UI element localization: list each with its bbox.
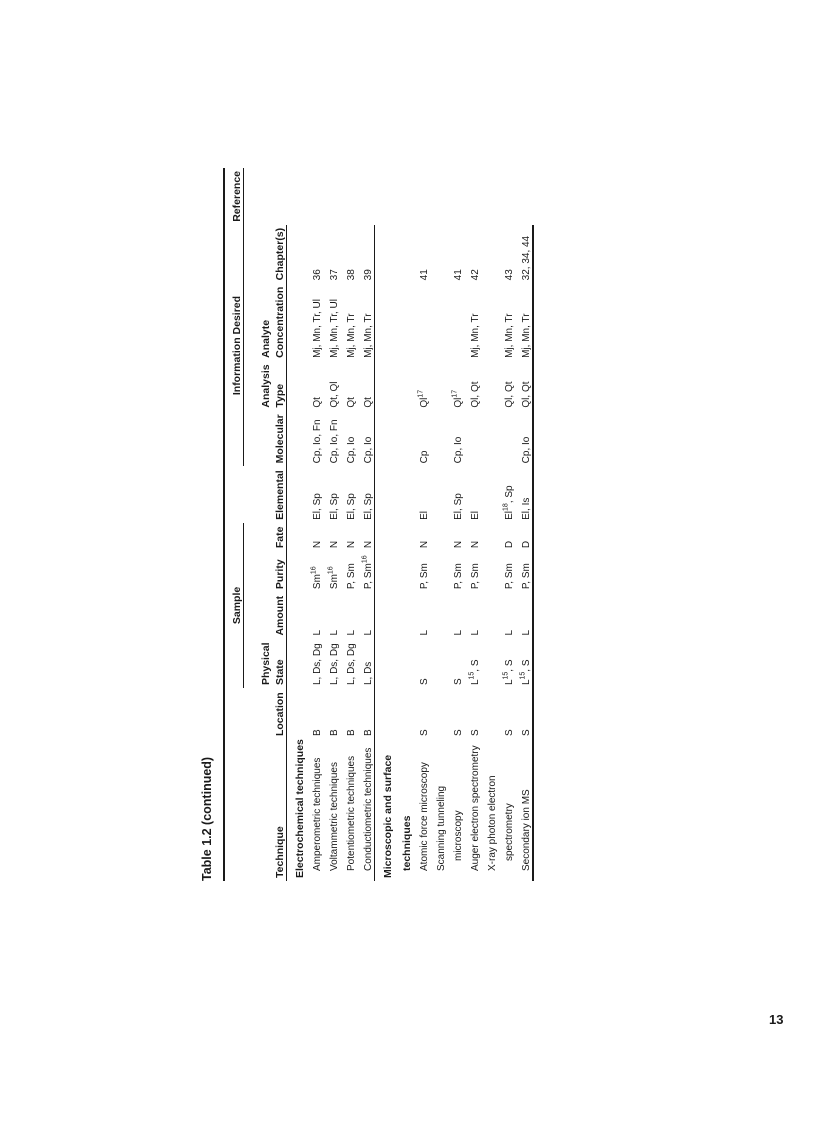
header-analyte-conc-line2: Concentration <box>272 283 287 361</box>
section-title: Microscopic and surface <box>375 225 395 881</box>
reference-cell: 41 <box>453 269 464 281</box>
rotated-table-page <box>196 149 606 909</box>
reference-cell: 42 <box>470 269 481 281</box>
reference-cell: 38 <box>346 269 357 281</box>
concentration-cell: Mj, Mn, Tr, Ul <box>329 298 340 358</box>
fate-cell: N <box>346 540 357 549</box>
elemental-cell: El, Is <box>515 466 533 523</box>
amount-cell: L <box>515 592 533 638</box>
concentration-cell: Mj, Mn, Tr <box>470 313 481 358</box>
header-physical-state-line1: Physical <box>260 642 272 686</box>
table-row-continued <box>447 168 464 881</box>
molecular-cell: Cp, Io <box>346 436 357 464</box>
technique-cell: Conductiometric techniques <box>363 747 374 871</box>
techniques-table <box>223 168 534 881</box>
state-cell: L, Ds, Dg <box>329 643 340 686</box>
table-row <box>340 168 357 881</box>
header-technique: Technique <box>272 739 287 881</box>
header-chapters: Chapter(s) <box>272 225 287 284</box>
header-reference-group: Reference <box>224 168 244 225</box>
molecular-cell <box>464 411 481 467</box>
reference-cell: 39 <box>363 269 374 281</box>
header-information-desired-group: Information Desired <box>224 225 244 467</box>
amount-cell: L <box>329 629 340 636</box>
analysis-type-cell: Ql$^{17}$ <box>417 389 430 408</box>
location-cell: B <box>329 729 340 737</box>
header-sample-group: Sample <box>224 523 244 688</box>
state-cell: L, Ds, Dg <box>312 643 323 686</box>
technique-cell: Potentiometric techniques <box>346 755 357 871</box>
elemental-cell: El, Sp <box>363 493 374 520</box>
amount-cell: L <box>363 629 374 636</box>
technique-cell: spectrometry <box>504 803 515 861</box>
elemental-cell: El$^{18}$, Sp <box>502 485 515 520</box>
state-cell: $L^{15}$, S <box>468 659 481 686</box>
location-cell: S <box>504 729 515 737</box>
section-row <box>394 168 413 881</box>
purity-cell: P, Sm <box>470 563 481 590</box>
analysis-type-cell: Qt, Ql <box>329 381 340 408</box>
location-cell: S <box>453 729 464 737</box>
state-cell: L, Ds <box>363 661 374 686</box>
header-elemental: Elemental <box>272 466 287 523</box>
analysis-type-cell: Ql, Qt <box>470 381 481 408</box>
header-spacer <box>224 739 244 881</box>
location-cell: S <box>515 688 533 739</box>
header-analyte-conc-line1: Analyte <box>260 319 272 358</box>
analysis-type-cell: Qt <box>346 397 357 408</box>
section-title: Electrochemical techniques <box>294 739 306 878</box>
fate-cell: D <box>515 523 533 551</box>
concentration-cell: Mj, Mn, Tr <box>363 313 374 358</box>
header-analysis-type-line1: Analysis <box>260 364 272 408</box>
section-row <box>375 168 395 881</box>
table-row <box>430 168 447 881</box>
reference-cell: 43 <box>504 269 515 281</box>
elemental-cell: El, Sp <box>346 493 357 520</box>
molecular-cell: Cp <box>419 450 430 464</box>
table-row <box>323 168 340 881</box>
state-cell: L, Ds, Dg <box>346 643 357 686</box>
reference-cell: 41 <box>419 269 430 281</box>
fate-cell: N <box>363 540 374 549</box>
purity-cell: P, Sm <box>453 563 464 590</box>
concentration-cell <box>413 283 430 361</box>
location-cell: B <box>312 729 323 737</box>
elemental-cell: El <box>470 510 481 520</box>
technique-cell: Scanning tunneling <box>436 785 447 871</box>
fate-cell: N <box>470 540 481 549</box>
concentration-cell: Mj, Mn, Tr <box>346 313 357 358</box>
fate-cell: N <box>312 540 323 549</box>
analysis-type-cell: Ql$^{17}$ <box>451 389 464 408</box>
fate-cell: N <box>329 540 340 549</box>
amount-cell: L <box>504 629 515 636</box>
page-number: 13 <box>769 1012 784 1027</box>
elemental-cell: El <box>419 510 430 520</box>
elemental-cell: El, Sp <box>312 493 323 520</box>
purity-cell: P, Sm <box>346 563 357 590</box>
technique-cell: X-ray photon electron <box>487 775 498 871</box>
location-cell: B <box>346 729 357 737</box>
table-caption: Table 1.2 (continued) <box>200 756 214 881</box>
header-analysis-type-line2: Type <box>272 361 287 411</box>
fate-cell: N <box>453 540 464 549</box>
header-amount: Amount <box>272 592 287 638</box>
analysis-type-cell: Ql, Qt <box>515 361 533 411</box>
concentration-cell <box>447 283 464 361</box>
molecular-cell: Cp, Io, Fn <box>329 419 340 464</box>
technique-cell: Amperometric techniques <box>312 757 323 871</box>
table-row <box>515 168 533 881</box>
technique-cell: Voltammetric techniques <box>329 762 340 871</box>
table-row <box>306 168 323 881</box>
amount-cell: L <box>419 629 430 636</box>
amount-cell: L <box>453 629 464 636</box>
header-molecular: Molecular <box>272 411 287 467</box>
analysis-type-cell: Ql, Qt <box>504 381 515 408</box>
technique-cell: Secondary ion MS <box>515 739 533 881</box>
location-cell: S <box>470 729 481 737</box>
purity-cell: P, Sm <box>504 563 515 590</box>
technique-cell: microscopy <box>453 810 464 861</box>
analysis-type-cell: Qt <box>363 397 374 408</box>
technique-cell: Auger electron spectrometry <box>470 745 481 871</box>
state-cell: $L^{15}$, S <box>515 639 533 689</box>
table-row <box>481 168 498 881</box>
header-purity: Purity <box>272 551 287 592</box>
amount-cell: L <box>312 629 323 636</box>
state-cell: S <box>419 678 430 686</box>
header-fate: Fate <box>272 523 287 551</box>
molecular-cell: Cp, Io <box>363 436 374 464</box>
location-cell: S <box>419 729 430 737</box>
technique-cell: Atomic force microscopy <box>419 762 430 871</box>
reference-cell: 32, 34, 44 <box>515 225 533 284</box>
header-location: Location <box>272 688 287 739</box>
molecular-cell <box>498 411 515 467</box>
table-row-continued <box>498 168 515 881</box>
purity-cell: Sm$^{16}$ <box>310 566 323 590</box>
elemental-cell: El, Sp <box>329 493 340 520</box>
location-cell: B <box>363 729 374 737</box>
amount-cell: L <box>346 629 357 636</box>
purity-cell: P, Sm <box>419 563 430 590</box>
header-physical-state-line2: State <box>272 639 287 689</box>
section-title-continued: techniques <box>401 815 413 871</box>
molecular-cell: Cp, Io <box>515 411 533 467</box>
table-row <box>464 168 481 881</box>
concentration-cell: Mj, Mn, Tr, Ul <box>312 298 323 358</box>
fate-cell: N <box>419 540 430 549</box>
analysis-type-cell: Qt <box>312 397 323 408</box>
concentration-cell: Mj, Mn, Tr <box>504 313 515 358</box>
amount-cell: L <box>470 629 481 636</box>
state-cell: $L^{15}$, S <box>502 659 515 686</box>
section-row <box>287 168 307 881</box>
fate-cell: D <box>504 540 515 549</box>
state-cell: S <box>453 678 464 686</box>
molecular-cell: Cp, Io <box>453 436 464 464</box>
table-row <box>413 168 430 881</box>
purity-cell: Sm$^{16}$ <box>327 566 340 590</box>
elemental-cell: El, Sp <box>453 493 464 520</box>
reference-cell: 37 <box>329 269 340 281</box>
purity-cell: P, Sm <box>515 551 533 592</box>
reference-cell: 36 <box>312 269 323 281</box>
molecular-cell: Cp, Io, Fn <box>312 419 323 464</box>
purity-cell: P, Sm$^{16}$ <box>361 555 374 590</box>
table-row <box>357 168 375 881</box>
concentration-cell: Mj, Mn, Tr <box>515 283 533 361</box>
